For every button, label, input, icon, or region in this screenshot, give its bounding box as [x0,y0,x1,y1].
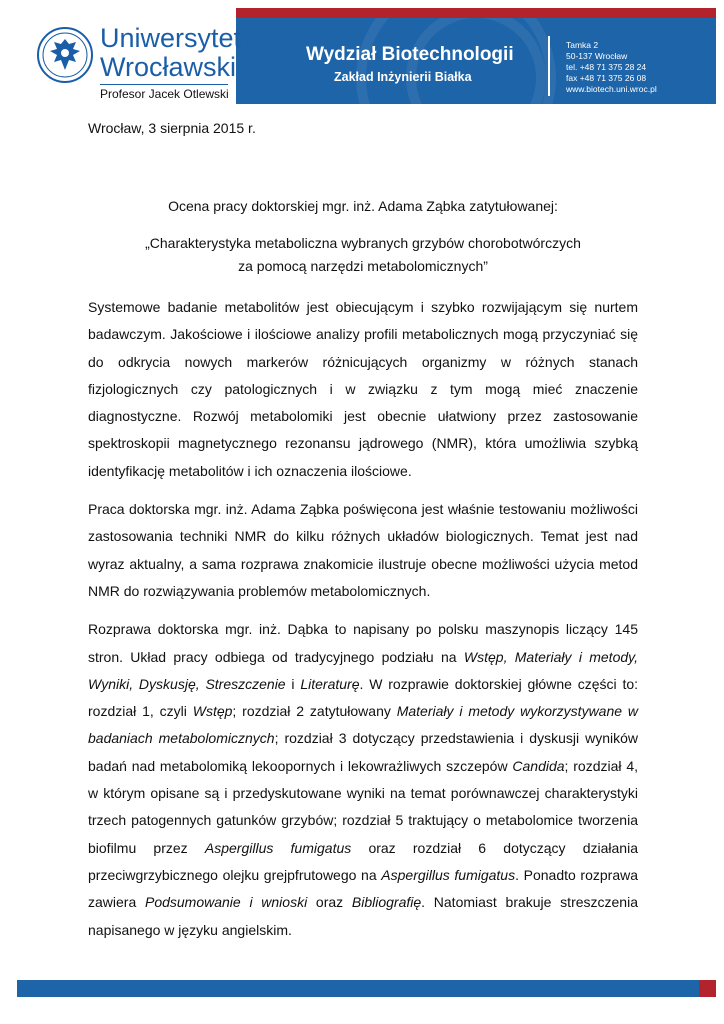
university-name [100,24,241,82]
paragraph-text: i [285,675,301,692]
italic-text: Podsumowanie i wnioski [144,894,308,911]
contact-line: Tamka 2 [566,40,599,50]
paragraph-text: . W rozprawie doktorskiej główne części to: rozdział 1, czyli [88,675,639,720]
italic-text: Wstęp [192,703,233,720]
university-eagle-crest-icon [36,26,94,84]
paragraph-text: Systemowe badanie metabolitów jest obiecującym i szybko rozwijającym się nurtem badawczym. Jakościowe i ilościowe analizy profili metabolicznych mogą przyczyniać się do odkrycia nowych markerów różnicujących organizmy w różnych stanach fizjologicznych czy patologicznych i w związku z tym mogą mieć znaczenie diagnostyczne. Rozwój metabolomiki jest obecnie ułatwiony przez zastosowanie spektroskopii magnetycznego rezonansu jądrowego (NMR), która umożliwia szybką identyfikację metabolitów i ich oznaczenia ilościowe. [88,299,638,479]
paragraph-text: ; rozdział 2 zatytułowany [232,703,397,720]
banner-divider [548,36,550,96]
paragraph-text: . Ponadto rozprawa zawiera [88,866,638,911]
thesis-title [88,232,638,278]
italic-text: Aspergillus fumigatus [204,839,352,856]
document-title: Ocena pracy doktorskiej mgr. inż. Adama Ząbka zatytułowanej: [168,198,558,214]
contact-line: fax +48 71 375 26 08 [566,73,647,83]
department-name: Zakład Inżynierii Białka [334,70,472,84]
paragraph [88,616,638,944]
document-date: Wrocław, 3 sierpnia 2015 r. [88,120,256,136]
paragraph [88,294,638,485]
paragraph-text: oraz [307,894,352,911]
faculty-banner [236,18,716,104]
paragraph-text: Praca doktorska mgr. inż. Adama Ząbka poświęcona jest właśnie testowaniu możliwości zastosowania techniki NMR do kilku różnych układów biologicznych. Temat jest nad wyraz aktualny, a sama rozprawa znakomicie ilustruje obecne możliwości użycia metod NMR do rozwiązywania problemów metabolomicznych. [88,501,638,599]
document-body [88,118,638,944]
professor-name: Profesor Jacek Otlewski [100,87,229,101]
university-name-line: Wrocławski [100,52,237,82]
thesis-title-line: „Charakterystyka metaboliczna wybranych grzybów chorobotwórczych [145,235,581,251]
paragraph-text: ; rozdział 4, w którym opisane są i przedyskutowane wyniki na temat porównawczej charakterystyki trzech patogennych gatunków grzybów; rozdział 5 traktujący o metabolomice tworzenia biofilmu przez [88,757,638,856]
italic-text: Literaturę [300,675,360,692]
italic-text: Bibliografię [351,894,422,911]
contact-line: 50-137 Wrocław [566,51,628,61]
italic-text: Candida [512,757,565,774]
paragraph [88,496,638,605]
header-top-strip [236,8,716,18]
italic-text: Materiały i metody wykorzystywane w badaniach metabolomicznych [88,703,639,747]
thesis-title-line: za pomocą narzędzi metabolomicznych” [238,258,488,274]
italic-text: Wstęp, Materiały i metody, Wyniki, Dyskusję, Streszczenie [88,648,638,692]
paragraph-text: ; rozdział 3 dotyczący przedstawienia i dyskusji wyników badań nad metabolomiką lekoopornych i lekowrażliwych szczepów [88,730,638,774]
footer-accent [699,980,716,997]
contact-block [566,40,657,95]
contact-line: www.biotech.uni.wroc.pl [566,84,657,94]
university-name-line: Uniwersytet [100,23,242,53]
footer-bar [17,980,716,997]
contact-line: tel. +48 71 375 28 24 [566,62,647,72]
faculty-name: Wydział Biotechnologii [306,44,514,65]
paragraph-text: oraz rozdział 6 dotyczący działania przeciwgrzybicznego olejku grejpfrutowego na [88,839,638,883]
paragraph-text: . Natomiast brakuje streszczenia napisanego w języku angielskim. [88,894,638,938]
university-underline [100,84,228,85]
paragraph-text: Rozprawa doktorska mgr. inż. Dąbka to napisany po polsku maszynopis liczący 145 stron. Układ pracy odbiega od tradycyjnego podziału na [88,621,638,665]
italic-text: Aspergillus fumigatus [381,866,516,883]
